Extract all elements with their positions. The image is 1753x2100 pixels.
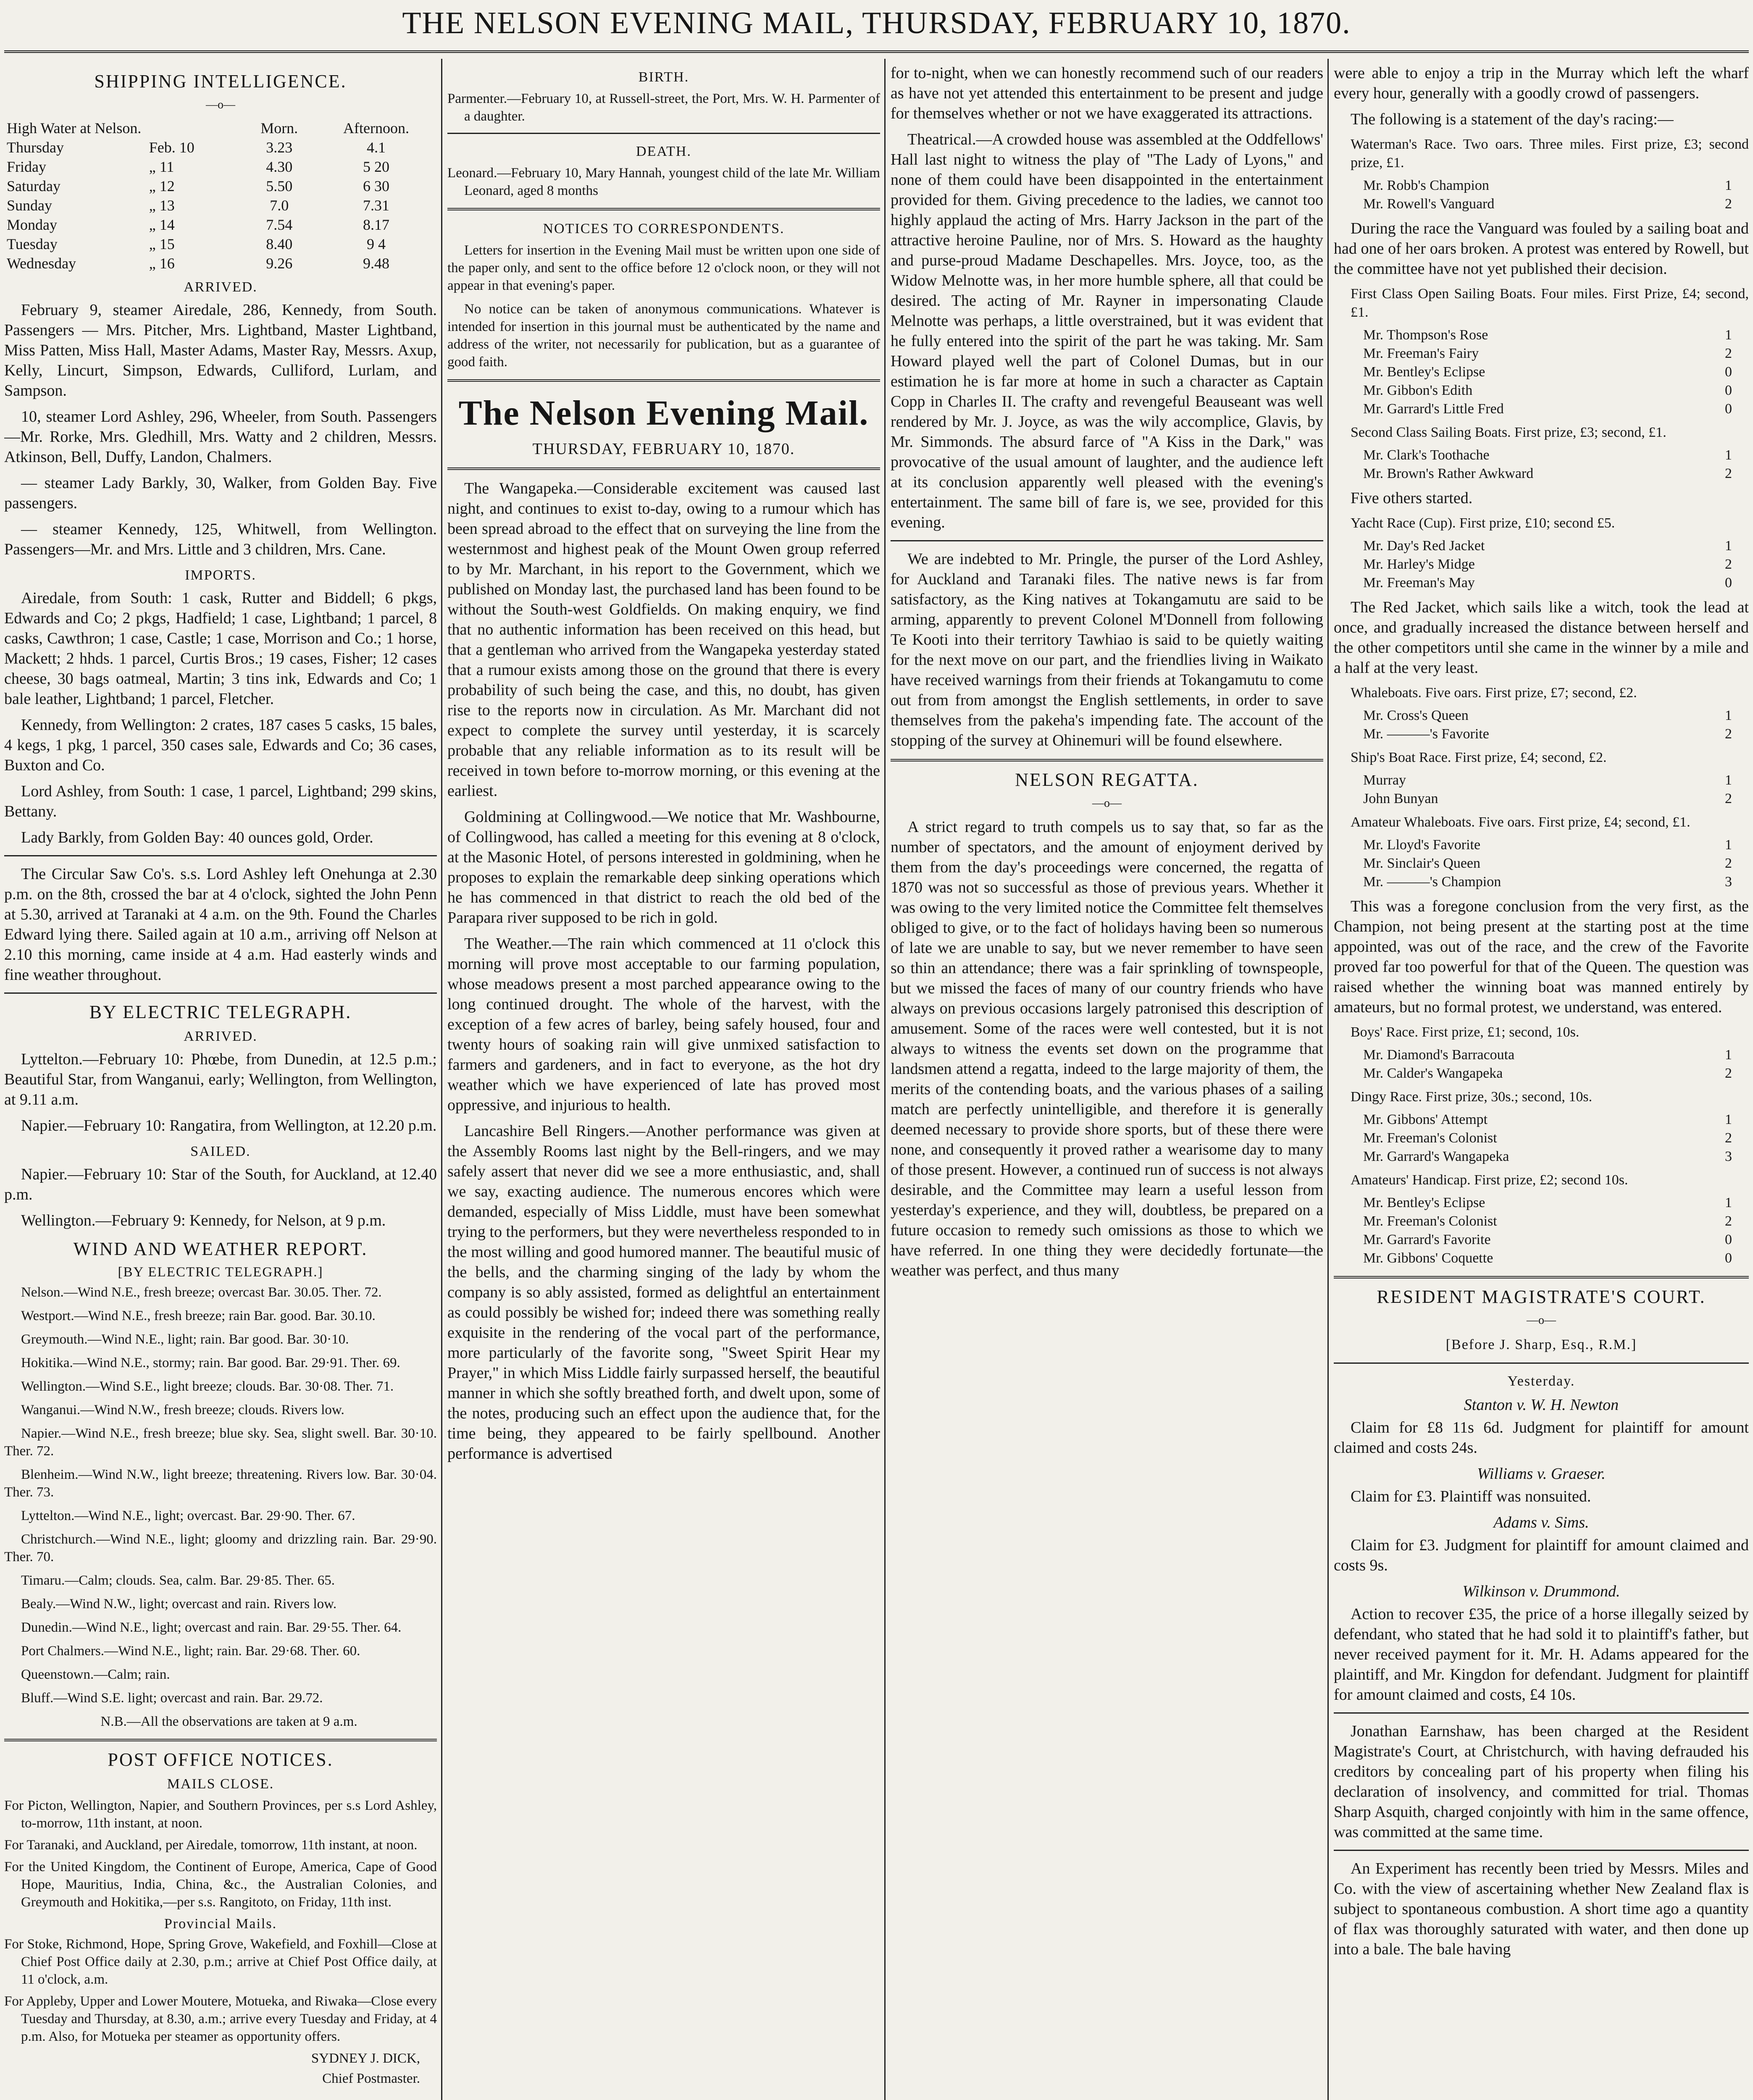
article-paragraph: An Experiment has recently been tried by Messrs. Miles and Co. with the view of ascertaining whether New Zealand flax is subject to spontaneous combustion. A short time ago a quantity of flax was thoroughly saturated with water, and then done up into a bale. The bale having [1334,1860,1749,1958]
column-4 [1334,63,1749,2100]
race-result [1334,135,1749,213]
race-row: Mr. Cross's Queen 1 [1363,708,1732,723]
regatta-paragraph: were able to enjoy a trip in the Murray which left the wharf every hour, generally with a goodly crowd of passengers. [1334,64,1749,102]
case-text: Claim for £8 11s 6d. Judgment for plaintiff for amount claimed and costs 24s. [1334,1419,1749,1457]
mail-entry: For the United Kingdom, the Continent of Europe, America, Cape of Good Hope, Mauritius, India, China, &c., the Australian Colonies, and Greymouth and Hokitika,—per s.s. Rangitoto, on Friday, 11th inst. [4,1859,437,1910]
case-name: Wilkinson v. Drummond. [1462,1583,1620,1600]
weather-subheading: [BY ELECTRIC TELEGRAPH.] [118,1265,323,1280]
imports-heading: IMPORTS. [185,567,256,583]
article-paragraph: Lancashire Bell Ringers.—Another performance was given at the Assembly Rooms last night by the Bell-ringers, and we may safely assert that never did we see a more enthusiastic, and, shall we say, exacting audience. The numerous encores which were demanded, especially of Miss Liddle, must have been somewhat trying to the performers, but they were nevertheless responded to in the most willing and good humored manner. The beautiful music of the bells, and the charming singing of the lady by whom the company is so ably assisted, formed as delightful an entertainment as could possibly be wished for; indeed there was something really exquisite in the rendering of the vocal part of the performance, more particularly of the favorite song, "Sweet Spirit Hear my Prayer," in which Miss Liddle fairly surpassed herself, the beautiful manner in which she softly breathed forth, and dwelt upon, some of the notes, producing such an effect upon the audience that, for the time being, they appeared to be fairly spellbound. Another performance is advertised [447,1122,880,1462]
provincial-heading: Provincial Mails. [164,1916,277,1932]
saw-company-notice: The Circular Saw Co's. s.s. Lord Ashley left Onehunga at 2.30 p.m. on the 8th, crossed the bar at 4 o'clock, sighted the John Penn at 5.30, arrived at Taranaki at 4 a.m. on the 9th. Found the Charles Edward lying there. Sailed again at 10 a.m., arriving off Nelson at 2.10 this morning, came inside at 4 a.m. Had easterly winds and fine weather throughout. [4,865,437,984]
weather-report: Nelson.—Wind N.E., fresh breeze; overcast Bar. 30.05. Ther. 72. [21,1285,382,1300]
ornament: —o— [1527,1314,1556,1327]
article-paragraph: We are indebted to Mr. Pringle, the purser of the Lord Ashley, for Auckland and Taranaki files. The native news is far from satisfactory, as the King natives at Tokangamutu are said to be arming, apparently to prevent Colonel M'Donnell from following Te Kooti into their territory Tawhiao is said to be quietly waiting for the next move on our part, and the friendlies living in Waikato have received warnings from their friends at Tokangamutu to come out from from amongst the English settlements, in order to save themselves from the pakeha's impending fate. The account of the stopping of the survey at Ohinemuri will be found elsewhere. [891,550,1323,749]
column-divider [884,59,886,2100]
import-entry: Kennedy, from Wellington: 2 crates, 187 cases 5 casks, 15 bales, 4 kegs, 1 pkg, 1 parcel, 350 cases sale, Edwards and Co; 36 cases, Buxton and Co. [4,716,437,774]
column-1 [4,63,437,2100]
divider [447,467,880,470]
weather-report: Timaru.—Calm; clouds. Sea, calm. Bar. 29·85. Ther. 65. [21,1573,335,1588]
court-day: Yesterday. [1507,1373,1575,1389]
race-note: The Red Jacket, which sails like a witch, took the lead at once, and gradually increased the distance between herself and the other competitors until she came in the winner by a mile and a half at the very least. [1334,598,1749,677]
arrival-entry: — steamer Kennedy, 125, Whitwell, from Wellington. Passengers—Mr. and Mrs. Little and 3 children, Mrs. Cane. [4,520,437,558]
weather-report: Bealy.—Wind N.W., light; overcast and rain. Rivers low. [21,1596,337,1612]
race-row: Mr. Freeman's May 0 [1363,575,1732,591]
arrived-heading: ARRIVED. [184,279,258,295]
weather-note: N.B.—All the observations are taken at 9 a.m. [100,1714,357,1729]
signature-title: Chief Postmaster. [322,2071,420,2086]
race-result [1334,423,1749,483]
race-row: Mr. Bentley's Eclipse 0 [1363,364,1732,380]
weather-heading: WIND AND WEATHER REPORT. [73,1239,368,1259]
newspaper-flag: The Nelson Evening Mail. [458,394,869,433]
article-paragraph: The Weather.—The rain which commenced at 11 o'clock this morning will prove most acceptable to our farming population, whose meadows present a most parched appearance owing to the long continued drought. The whole of the harvest, with the exception of a few acres of barley, being safely housed, four and twenty hours of soaking rain will give unmixed satisfaction to farmers and gardeners, and in fact to everyone, as the hot dry weather which we have experienced of late has proved most oppressive, and injurious to health. [447,935,880,1114]
tel-sailed: Napier.—February 10: Star of the South, for Auckland, at 12.40 p.m. [4,1166,437,1203]
race-row: Mr. Lloyd's Favorite 1 [1363,837,1732,853]
case-text: Claim for £3. Judgment for plaintiff for amount claimed and costs 9s. [1334,1536,1749,1574]
provincial-entry: For Appleby, Upper and Lower Moutere, Motueka, and Riwaka—Close every Tuesday and Thursday, at 8.30, a.m.; arrive every Tuesday and Friday, at 4 p.m. Also, for Motueka per steamer as opportunity offers. [4,1994,437,2044]
race-title: Yacht Race (Cup). First prize, £10; second £5. [1351,515,1615,531]
divider [447,208,880,210]
divider [4,1739,437,1741]
race-result [1334,1088,1749,1166]
signature: SYDNEY J. DICK, [311,2051,420,2066]
tel-arrival: Lyttelton.—February 10: Phœbe, from Dunedin, at 12.5 p.m.; Beautiful Star, from Wanganui, early; Wellington, from Wellington, at 9.11 a.m. [4,1050,437,1108]
race-row: Mr. Rowell's Vanguard 2 [1363,196,1732,212]
tide-row: Saturday „ 12 5.50 6 30 [7,178,390,194]
article-paragraph: The Wangapeka.—Considerable excitement was caused last night, and continues to exist to-day, owing to a rumour which has been spread abroad to the effect that on surveying the line from the westernmost and highest peak of the Mount Owen group referred to by Mr. Marchant, in his report to the Government, which we published on Monday last, the purchased land has been found to be without the South-west Goldfields. On making enquiry, we find that no authentic information has been received on this head, but that a gentleman who arrived from the Wangapeka yesterday stated that a rumour exists among those on the ground that there is every probability of such being the case, and this, no doubt, has given rise to the reports now in circulation. As Mr. Marchant did not expect to complete the survey until yesterday, it is scarcely probable that any reliable information as to its result will be received in town before to-morrow morning, or this evening at the earliest. [447,480,880,800]
race-row: Mr. Diamond's Barracouta 1 [1363,1047,1732,1063]
tel-sailed-heading: SAILED. [190,1144,251,1159]
article-paragraph: for to-night, when we can honestly recommend such of our readers as have not yet attended this entertainment to be present and judge for themselves whether or not we have exaggerated its attractions. [891,64,1323,122]
case-name: Williams v. Graeser. [1477,1465,1606,1483]
import-entry: Airedale, from South: 1 cask, Rutter and Biddell; 6 pkgs, Edwards and Co; 2 pkgs, Hadfield; 1 case, Lightband; 1 parcel, 8 casks, Cawthron; 1 case, Castle; 1 case, Morrison and Co.; 1 horse, Mackett; 2 hhds. 1 parcel, Curtis Bros.; 19 cases, Fisher; 12 cases cheese, 30 bags oatmeal, Martin; 3 tins ink, Edwards and Co; 1 bale leather, Lightband; 1 parcel, Fletcher. [4,589,437,708]
divider [4,992,437,994]
weather-report: Dunedin.—Wind N.E., light; overcast and rain. Bar. 29·55. Ther. 64. [21,1620,402,1635]
shipping-heading: SHIPPING INTELLIGENCE. [94,71,347,92]
tide-header: Morn. [260,120,298,136]
tide-header: High Water at Nelson. [7,120,142,136]
divider [1334,1712,1749,1714]
race-result [1334,748,1749,808]
race-row: Murray 1 [1363,772,1732,788]
race-result [1334,813,1749,891]
race-row: Mr. Garrard's Little Fred 0 [1363,401,1732,417]
race-row: Mr. Freeman's Fairy 2 [1363,346,1732,361]
race-row: Mr. Clark's Toothache 1 [1363,447,1732,463]
mail-entry: For Taranaki, and Auckland, per Airedale, tomorrow, 11th instant, at noon. [4,1838,418,1853]
mails-close-heading: MAILS CLOSE. [167,1776,274,1792]
article-paragraph: Goldmining at Collingwood.—We notice that Mr. Washbourne, of Collingwood, has called a meeting for this evening at 8 o'clock, at the Masonic Hotel, of persons interested in goldmining, when he proposes to explain the remarkable deep sinking operations which he has commenced in that district to reach the old bed of the Parapara river supposed to be rich in gold. [447,808,880,927]
race-row: Mr. Freeman's Colonist 2 [1363,1213,1732,1229]
race-result [1334,1171,1749,1268]
weather-report: Blenheim.—Wind N.W., light breeze; threatening. Rivers low. Bar. 30·04. Ther. 73. [4,1467,437,1500]
telegraph-heading: BY ELECTRIC TELEGRAPH. [89,1002,352,1022]
arrival-entry: — steamer Lady Barkly, 30, Walker, from Golden Bay. Five passengers. [4,474,437,512]
weather-report: Bluff.—Wind S.E. light; overcast and rain. Bar. 29.72. [21,1690,323,1706]
import-entry: Lady Barkly, from Golden Bay: 40 ounces gold, Order. [21,829,373,846]
case-text: Action to recover £35, the price of a horse illegally seized by defendant, who stated that he had sold it to plaintiff's father, but never received payment for it. Mr. H. Adams appeared for the plaintiff, and Mr. Kingdon for defendant. Judgment for plaintiff for amount claimed and costs, £4 10s. [1334,1605,1749,1704]
tel-arrived-heading: ARRIVED. [184,1029,258,1044]
divider [1334,1362,1749,1364]
column-2 [447,63,880,2100]
correspondent-notice: Letters for insertion in the Evening Mail must be written upon one side of the paper only, and sent to the office before 12 o'clock noon, or they will not appear in that evening's paper. [447,243,880,293]
tel-arrival: Napier.—February 10: Rangatira, from Wellington, at 12.20 p.m. [21,1117,437,1134]
provincial-entry: For Stoke, Richmond, Hope, Spring Grove, Wakefield, and Foxhill—Close at Chief Post Office daily at 2.30, p.m.; arrive at Chief Post Office daily, at 11 o'clock, a.m. [4,1937,437,1987]
article-paragraph: Jonathan Earnshaw, has been charged at the Resident Magistrate's Court, at Christchurch, with having defrauded his creditors by concealing part of his property when filing his declaration of insolvency, and committed for trial. Thomas Sharp Asquith, charged conjointly with him in the same offence, was committed at the same time. [1334,1722,1749,1841]
divider [4,855,437,856]
race-result [1334,1023,1749,1083]
race-row: Mr. Robb's Champion 1 [1363,178,1732,193]
race-row: Mr. Brown's Rather Awkward 2 [1363,466,1732,481]
case-name: Adams v. Sims. [1493,1514,1589,1531]
race-row: Mr. Garrard's Wangapeka 3 [1363,1149,1732,1164]
tide-row: Friday „ 11 4.30 5 20 [7,158,390,175]
race-title: Amateur Whaleboats. Five oars. First prize, £4; second, £1. [1351,814,1690,830]
race-title: First Class Open Sailing Boats. Four miles. First Prize, £4; second, £1. [1351,286,1749,320]
birth-notice: Parmenter.—February 10, at Russell-street, the Port, Mrs. W. H. Parmenter of a daughter. [447,91,880,124]
race-row: Mr. Gibbons' Coquette 0 [1363,1250,1732,1266]
court-subheading: [Before J. Sharp, Esq., R.M.] [1446,1337,1637,1352]
birth-heading: BIRTH. [638,69,689,85]
race-note: During the race the Vanguard was fouled by a sailing boat and had one of her oars broken. A protest was entered by Rowell, but the committee have not yet published their decision. [1334,220,1749,278]
arrival-entry: 10, steamer Lord Ashley, 296, Wheeler, from South. Passengers—Mr. Rorke, Mrs. Gledhill, Mrs. Watty and 2 children, Messrs. Atkinson, Bell, Duffy, Landon, Chalmers. [4,408,437,466]
weather-report: Port Chalmers.—Wind N.E., light; rain. Bar. 29·68. Ther. 60. [21,1643,360,1659]
tel-sailed: Wellington.—February 9: Kennedy, for Nelson, at 9 p.m. [21,1212,386,1229]
divider [1334,1850,1749,1851]
race-row: Mr. Calder's Wangapeka 2 [1363,1066,1732,1081]
race-row: Mr. Sinclair's Queen 2 [1363,856,1732,871]
weather-report: Wanganui.—Wind N.W., fresh breeze; clouds. Rivers low. [21,1402,344,1418]
race-title: Second Class Sailing Boats. First prize, £3; second, £1. [1351,425,1666,440]
tide-header: Afternoon. [343,120,409,136]
race-title: Boys' Race. First prize, £1; second, 10s. [1351,1024,1580,1040]
divider [1334,1276,1749,1278]
weather-report: Christchurch.—Wind N.E., light; gloomy and drizzling rain. Bar. 29·90. Ther. 70. [4,1532,437,1564]
case-text: Claim for £3. Plaintiff was nonsuited. [1351,1488,1591,1505]
import-entry: Lord Ashley, from South: 1 case, 1 parcel, Lightband; 299 skins, Bettany. [4,782,437,820]
weather-report: Wellington.—Wind S.E., light breeze; clouds. Bar. 30·08. Ther. 71. [21,1379,394,1394]
weather-report: Queenstown.—Calm; rain. [21,1667,170,1682]
divider [891,759,1323,761]
race-row: Mr. ———'s Champion 3 [1363,874,1732,890]
tide-row: Sunday „ 13 7.0 7.31 [7,197,390,214]
weather-report: Napier.—Wind N.E., fresh breeze; blue sky. Sea, slight swell. Bar. 30·10. Ther. 72. [4,1426,437,1459]
masthead-rule [4,50,1749,53]
masthead: THE NELSON EVENING MAIL, THURSDAY, FEBRUARY 10, 1870. [402,6,1351,40]
column-divider [1327,59,1329,2100]
regatta-paragraph: A strict regard to truth compels us to say that, so far as the number of spectators, and the amount of enjoyment derived by them from the day's proceedings were concerned, the regatta of 1870 was not so successful as those of previous years. Whether it was owing to the very limited notice the Committee felt themselves obliged to give, or to the fact of holidays having been so numerous of late we are unable to say, but we never remember to have seen so thin an attendance; there was a fair sprinkling of townspeople, but we missed the faces of many of our country friends who have always on previous occasions largely patronised this description of amusement. Some of the races were well contested, but it is not always to witness the events set down on the programme that landsmen attend a regatta, indeed to the large majority of them, the merits of the contending boats, and the various phases of a sailing match are perfectly unintelligible, and therefore it is generally deemed necessary to provide shore sports, but of these there were none, and consequently it proved rather a wearisome day to many of those present. However, a continued run of success is not always desirable, and the Committee may learn a useful lesson from yesterday's experience, and they will, doubtless, be prepared on a future occasion to remedy such omissions as those to which we have referred. In one thing they were decidedly fortunate—the weather was perfect, and thus many [891,818,1323,1279]
edition-date: THURSDAY, FEBRUARY 10, 1870. [532,440,795,458]
tide-row: Wednesday „ 16 9.26 9.48 [7,255,390,272]
notices-heading: NOTICES TO CORRESPONDENTS. [543,221,785,236]
regatta-heading: NELSON REGATTA. [1015,769,1199,790]
race-row: Mr. Thompson's Rose 1 [1363,327,1732,343]
race-title: Amateurs' Handicap. First prize, £2; second 10s. [1351,1172,1628,1188]
column-3 [891,63,1323,2100]
death-notice: Leonard.—February 10, Mary Hannah, youngest child of the late Mr. William Leonard, aged 8 months [447,165,880,198]
divider [891,540,1323,541]
race-row: Mr. Bentley's Eclipse 1 [1363,1195,1732,1210]
case-name: Stanton v. W. H. Newton [1464,1396,1619,1414]
weather-report: Westport.—Wind N.E., fresh breeze; rain Bar. good. Bar. 30.10. [21,1308,376,1323]
race-row: Mr. ———'s Favorite 2 [1363,726,1732,742]
race-result [1334,285,1749,418]
race-title: Ship's Boat Race. First prize, £4; second, £2. [1351,750,1607,765]
tide-table [4,118,437,273]
race-row: Mr. Gibbons' Attempt 1 [1363,1112,1732,1127]
race-title: Dingy Race. First prize, 30s.; second, 10s. [1351,1089,1593,1105]
race-row: Mr. Gibbon's Edith 0 [1363,383,1732,398]
weather-report: Greymouth.—Wind N.E., light; rain. Bar good. Bar. 30·10. [21,1332,349,1347]
race-row: Mr. Harley's Midge 2 [1363,556,1732,572]
correspondent-notice: No notice can be taken of anonymous communications. Whatever is intended for insertion in this journal must be authenticated by the name and address of the writer, not necessarily for publication, but as a guarantee of good faith. [447,302,880,370]
race-row: Mr. Garrard's Favorite 0 [1363,1232,1732,1247]
death-heading: DEATH. [636,144,691,159]
column-divider [441,59,442,2100]
mail-entry: For Picton, Wellington, Napier, and Southern Provinces, per s.s Lord Ashley, to-morrow, 11th instant, at noon. [4,1798,437,1831]
tide-row: Tuesday „ 15 8.40 9 4 [7,236,386,252]
weather-report: Lyttelton.—Wind N.E., light; overcast. Bar. 29·90. Ther. 67. [21,1508,355,1523]
court-heading: RESIDENT MAGISTRATE'S COURT. [1377,1286,1706,1307]
race-title: Whaleboats. Five oars. First prize, £7; second, £2. [1351,685,1637,701]
race-note: This was a foregone conclusion from the very first, as the Champion, not being present at the starting post at the time appointed, was out of the race, and the crew of the Favorite proved far too powerful for that of the Queen. The question was raised whether the winning boat was manned entirely by amateurs, but no formal protest, we understand, was entered. [1334,898,1749,1016]
divider [447,379,880,382]
arrival-entry: February 9, steamer Airedale, 286, Kennedy, from South. Passengers — Mrs. Pitcher, Mrs. Lightband, Master Lightband, Miss Patten, Miss Hall, Master Adams, Master Ray, Messrs. Axup, Kelly, Lincurt, Simpson, Edwards, Culliford, Lurlam, and Sampson. [4,301,437,399]
article-paragraph: Theatrical.—A crowded house was assembled at the Oddfellows' Hall last night to witness the play of "The Lady of Lyons," and none of them could have been disappointed in the entertainment provided for them. Giving precedence to the ladies, we cannot too highly applaud the acting of Mrs. Harry Jackson in the part of the attractive heroine Pauline, nor of Mrs. S. Howard as the haughty and purse-proud Madame Deschapelles. Mrs. Joyce, too, as the Widow Melnotte was, in her more humble sphere, all that could be desired. The acting of Mr. Rayner in impersonating Claude Melnotte was perhaps, a little overstrained, but it was evident that he fully entered into the spirit of the part he was taking. Mr. Sam Howard played well the part of Colonel Dumas, but in our estimation he is far more at home in such a character as Captain Copp in Charles II. The crafty and revengeful Beauseant was well rendered by Mr. J. Joyce, as was the wily accomplice, Glavis, by Mr. Simmonds. The absurd farce of "A Kiss in the Dark," was provocative of the usual amount of laughter, and the audience left at its conclusion apparently well pleased with the evening's entertainment. The same bill of fare is, we see, provided for this evening. [891,131,1323,531]
post-office-heading: POST OFFICE NOTICES. [108,1749,334,1770]
race-result [1334,514,1749,592]
tide-row: Thursday Feb. 10 3.23 4.1 [7,139,386,156]
ornament: —o— [1092,797,1122,810]
race-note: Five others started. [1351,489,1473,507]
regatta-paragraph: The following is a statement of the day's racing:— [1351,110,1674,128]
race-title: Waterman's Race. Two oars. Three miles. First prize, £3; second prize, £1. [1351,136,1749,171]
race-row: Mr. Freeman's Colonist 2 [1363,1130,1732,1146]
race-row: John Bunyan 2 [1363,791,1732,806]
weather-report: Hokitika.—Wind N.E., stormy; rain. Bar good. Bar. 29·91. Ther. 69. [21,1355,400,1370]
ornament: —o— [206,98,235,111]
tide-row: Monday „ 14 7.54 8.17 [7,216,390,233]
race-result [1334,684,1749,743]
divider [447,133,880,134]
race-row: Mr. Day's Red Jacket 1 [1363,538,1732,554]
